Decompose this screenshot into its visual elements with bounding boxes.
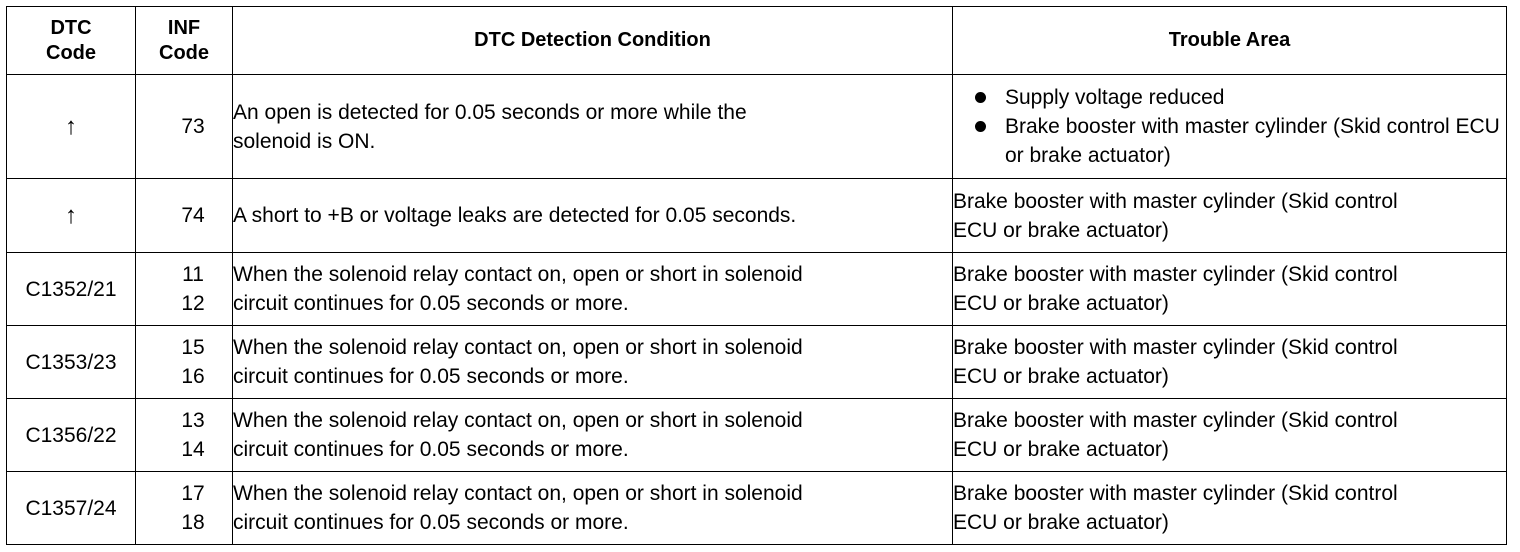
up-arrow-icon: ↑: [65, 201, 77, 229]
inf-code-cell: 15 16: [136, 326, 233, 399]
list-item: Brake booster with master cylinder (Skid control ECU or brake actuator): [953, 112, 1506, 170]
trouble-area-cell: Brake booster with master cylinder (Skid control ECU or brake actuator): [953, 253, 1507, 326]
table-row: [7, 75, 1507, 179]
trouble-area-cell: Brake booster with master cylinder (Skid control ECU or brake actuator): [953, 179, 1507, 253]
detection-condition-cell: An open is detected for 0.05 seconds or more while the solenoid is ON.: [233, 75, 953, 179]
dtc-code-cell: [7, 75, 136, 179]
up-arrow-icon: ↑: [65, 112, 77, 140]
table-row: [7, 179, 1507, 253]
detection-condition-cell: When the solenoid relay contact on, open or short in solenoid circuit continues for 0.05 seconds or more.: [233, 253, 953, 326]
detection-condition-cell: When the solenoid relay contact on, open or short in solenoid circuit continues for 0.05 seconds or more.: [233, 326, 953, 399]
table-row: [7, 472, 1507, 545]
detection-condition-cell: When the solenoid relay contact on, open or short in solenoid circuit continues for 0.05 seconds or more.: [233, 399, 953, 472]
table-row: [7, 326, 1507, 399]
detection-condition-cell: A short to +B or voltage leaks are detected for 0.05 seconds.: [233, 179, 953, 253]
table-row: [7, 399, 1507, 472]
header-row: [7, 7, 1507, 75]
dtc-table: [6, 6, 1507, 545]
detection-condition-cell: When the solenoid relay contact on, open or short in solenoid circuit continues for 0.05 seconds or more.: [233, 472, 953, 545]
header-inf-code: INF Code: [136, 7, 233, 75]
trouble-area-cell: [953, 75, 1507, 179]
header-trouble-area: Trouble Area: [953, 7, 1507, 75]
inf-code-cell: 73: [136, 75, 233, 179]
trouble-area-cell: Brake booster with master cylinder (Skid control ECU or brake actuator): [953, 399, 1507, 472]
trouble-area-list: [953, 83, 1506, 170]
table-row: [7, 253, 1507, 326]
header-detection-condition: DTC Detection Condition: [233, 7, 953, 75]
trouble-area-cell: Brake booster with master cylinder (Skid control ECU or brake actuator): [953, 326, 1507, 399]
dtc-code-cell: C1352/21: [7, 253, 136, 326]
dtc-code-cell: C1357/24: [7, 472, 136, 545]
dtc-code-cell: C1353/23: [7, 326, 136, 399]
bullet-icon: [975, 92, 986, 103]
inf-code-cell: 74: [136, 179, 233, 253]
header-dtc-code: DTC Code: [7, 7, 136, 75]
trouble-area-cell: Brake booster with master cylinder (Skid control ECU or brake actuator): [953, 472, 1507, 545]
inf-code-cell: 17 18: [136, 472, 233, 545]
inf-code-cell: 13 14: [136, 399, 233, 472]
bullet-icon: [975, 121, 986, 132]
list-item: Supply voltage reduced: [953, 83, 1506, 112]
dtc-code-cell: [7, 179, 136, 253]
dtc-code-cell: C1356/22: [7, 399, 136, 472]
inf-code-cell: 11 12: [136, 253, 233, 326]
